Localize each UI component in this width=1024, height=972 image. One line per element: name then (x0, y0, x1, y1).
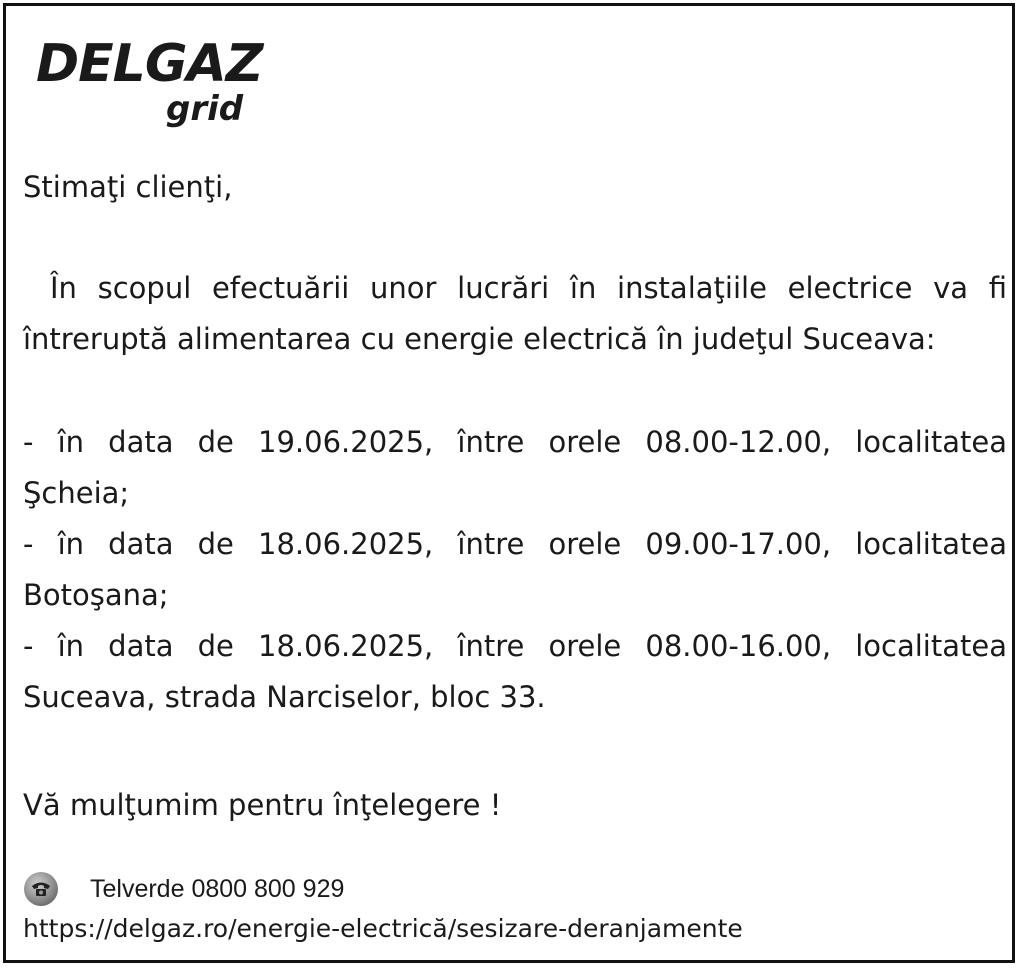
outage-item-3-line-1: - în data de 18.06.2025, între orele 08.00-16.00, localitatea (23, 629, 1007, 663)
outage-item-2 (23, 519, 1007, 621)
logo-sub: grid (166, 89, 244, 129)
intro-line-2: întreruptă alimentarea cu energie electrică în judeţul Suceava: (23, 322, 936, 356)
phone-number: Telverde 0800 800 929 (90, 874, 345, 903)
outage-item-3 (23, 621, 1007, 723)
delgaz-grid-logo (36, 34, 266, 129)
logo-brand: DELGAZ (36, 34, 263, 94)
outage-item-1-line-1: - în data de 19.06.2025, între orele 08.00-12.00, localitatea (23, 425, 1007, 459)
outage-item-1 (23, 417, 1007, 519)
outage-item-3-line-2: Suceava, strada Narciselor, bloc 33. (23, 680, 546, 714)
phone-icon (24, 872, 58, 906)
intro-line-1: În scopul efectuării unor lucrări în instalaţiile electrice va fi (50, 271, 1007, 305)
intro-paragraph (23, 263, 1007, 365)
phone-contact (24, 869, 344, 909)
outage-item-2-line-1: - în data de 18.06.2025, între orele 09.00-17.00, localitatea (23, 527, 1007, 561)
outage-item-1-line-2: Şcheia; (23, 476, 130, 510)
outage-item-2-line-2: Botoşana; (23, 578, 169, 612)
thanks-text: Vă mulţumim pentru înţelegere ! (23, 788, 502, 822)
report-url[interactable]: https://delgaz.ro/energie-electrică/sesizare-deranjamente (23, 914, 743, 943)
notice-frame (3, 3, 1015, 963)
greeting: Stimaţi clienţi, (23, 170, 233, 204)
